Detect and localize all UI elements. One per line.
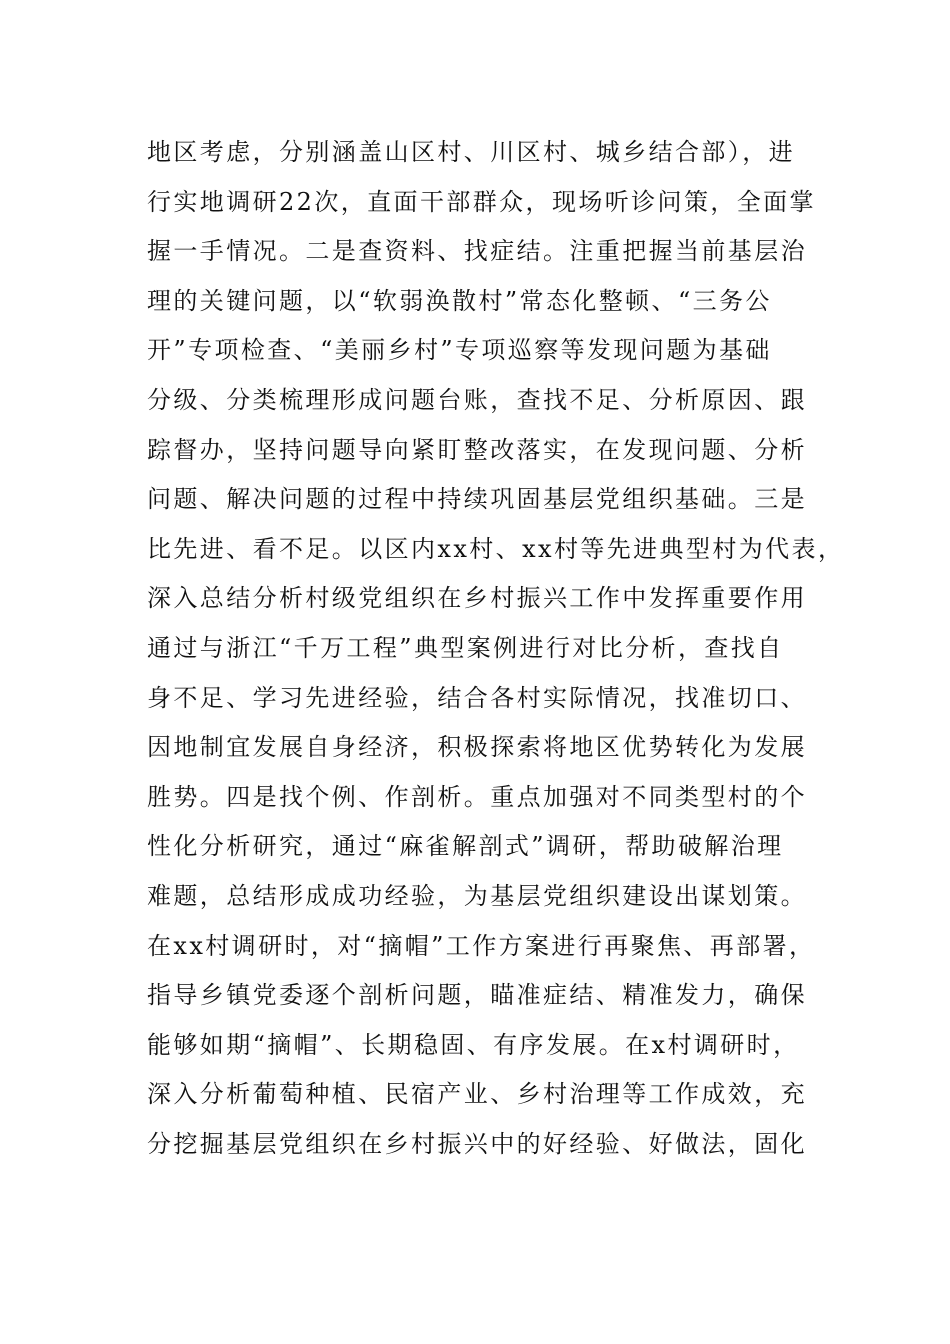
text-line-4: 理的关键问题，以“软弱涣散村”常态化整顿、“三务公 (147, 286, 772, 315)
text-line-7: 踪督办，坚持问题导向紧盯整改落实，在发现问题、分析 (147, 435, 807, 464)
text-line-14: 胜势。四是找个例、作剖析。重点加强对不同类型村的个 (147, 782, 807, 811)
text-line-11: 通过与浙江“千万工程”典型案例进行对比分析，查找自 (147, 633, 784, 662)
text-line-13: 因地制宜发展自身经济，积极探索将地区优势转化为发展 (147, 733, 807, 762)
text-line-10: 深入总结分析村级党组织在乡村振兴工作中发挥重要作用 (147, 584, 807, 613)
text-line-6: 分级、分类梳理形成问题台账，查找不足、分析原因、跟 (147, 385, 807, 414)
text-line-20: 深入分析葡萄种植、民宿产业、乡村治理等工作成效，充 (147, 1080, 807, 1109)
text-line-9: 比先进、看不足。以区内xx村、xx村等先进典型村为代表， (147, 534, 845, 563)
text-line-8: 问题、解决问题的过程中持续巩固基层党组织基础。三是 (147, 485, 807, 514)
text-line-1: 地区考虑，分别涵盖山区村、川区村、城乡结合部），进 (147, 138, 795, 166)
text-line-3: 握一手情况。二是查资料、找症结。注重把握当前基层治 (147, 237, 807, 266)
text-line-21: 分挖掘基层党组织在乡村振兴中的好经验、好做法，固化 (147, 1129, 807, 1158)
text-line-17: 在xx村调研时，对“摘帽”工作方案进行再聚焦、再部署， (147, 931, 816, 960)
text-line-5: 开”专项检查、“美丽乡村”专项巡察等发现问题为基础 (147, 336, 772, 365)
text-line-2: 行实地调研22次，直面干部群众，现场听诊问策，全面掌 (147, 187, 816, 216)
text-line-12: 身不足、学习先进经验，结合各村实际情况，找准切口、 (147, 683, 807, 712)
text-line-19: 能够如期“摘帽”、长期稳固、有序发展。在x村调研时， (147, 1030, 800, 1059)
text-line-16: 难题，总结形成成功经验，为基层党组织建设出谋划策。 (147, 881, 807, 910)
text-line-15: 性化分析研究，通过“麻雀解剖式”调研，帮助破解治理 (147, 832, 784, 861)
text-line-18: 指导乡镇党委逐个剖析问题，瞄准症结、精准发力，确保 (147, 981, 807, 1010)
body-text (147, 128, 845, 1169)
